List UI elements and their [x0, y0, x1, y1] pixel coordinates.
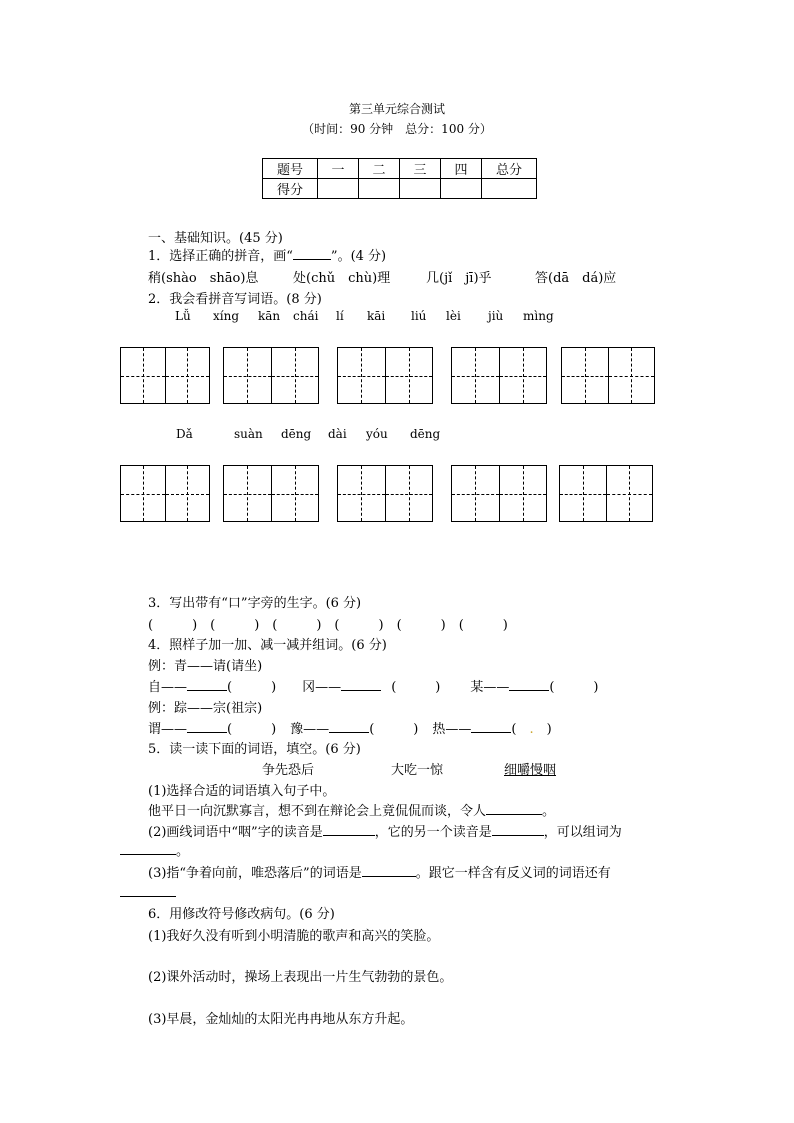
page-title: 第三单元综合测试 [348, 102, 445, 116]
q6-sentence: (2)课外活动时，操场上表现出一片生气勃勃的景色。 [148, 970, 453, 985]
score-input-cell[interactable] [400, 179, 441, 199]
grid-cell[interactable] [338, 348, 385, 403]
score-header-cell: 一 [318, 159, 359, 179]
q4-char: 谓—— [148, 722, 188, 737]
q4-blank[interactable] [341, 678, 381, 691]
score-header-cell: 二 [359, 159, 400, 179]
q4-blank[interactable] [187, 720, 227, 733]
q5-sub2-a: (2)画线词语中“咽”字的读音是 [148, 825, 323, 840]
pinyin: Dǎ [176, 427, 193, 441]
q4-example2: 例：踪——宗(祖宗) [148, 701, 263, 716]
pinyin: lèi [446, 309, 461, 323]
pinyin: kān [258, 309, 281, 323]
q4-paren[interactable]: ( ) [369, 722, 419, 737]
grid-cell[interactable] [499, 466, 547, 521]
q4-paren[interactable]: ( ) [391, 680, 441, 695]
grid-cell[interactable] [452, 466, 499, 521]
score-table [262, 158, 537, 199]
q2-prompt: 2．我会看拼音写词语。(8 分) [148, 292, 322, 307]
q6-prompt: 6．用修改符号修改病句。(6 分) [148, 907, 335, 922]
q4-example1: 例：青——请(请坐) [148, 659, 263, 674]
score-table-header-row [263, 159, 537, 179]
q4-row1 [148, 676, 599, 695]
q5-sub2 [148, 821, 622, 840]
score-header-cell: 题号 [263, 159, 318, 179]
q4-char: 冈—— [302, 680, 342, 695]
q1-option[interactable]: 几(jǐ jī)乎 [426, 271, 492, 286]
pinyin: dēng [410, 427, 441, 441]
dot-mark: . [529, 722, 534, 737]
pinyin: xíng [213, 309, 240, 323]
q1-option[interactable]: 处(chǔ chù)理 [293, 271, 391, 286]
score-input-cell[interactable] [482, 179, 537, 199]
writing-grid[interactable] [451, 465, 547, 522]
q5-sub1-sentence [148, 800, 555, 819]
writing-grid[interactable] [451, 347, 547, 404]
writing-grid[interactable] [223, 465, 319, 522]
score-input-cell[interactable] [318, 179, 359, 199]
q4-paren[interactable]: ( ) [549, 680, 599, 695]
grid-cell[interactable] [385, 466, 433, 521]
q6-sentence: (3)早晨，金灿灿的太阳光冉冉地从东方升起。 [148, 1012, 414, 1027]
q4-paren-end[interactable]: ) [533, 722, 552, 737]
grid-cell[interactable] [452, 348, 499, 403]
section-heading: 一、基础知识。(45 分) [148, 231, 283, 246]
writing-grid[interactable] [120, 347, 210, 404]
q5-sub2-b: ，它的另一个读音是 [374, 825, 492, 840]
q4-blank[interactable] [329, 720, 369, 733]
pinyin: suàn [234, 427, 263, 441]
q5-sub3-b: 。跟它一样含有反义词的词语还有 [415, 866, 611, 881]
q6-sentence: (1)我好久没有听到小明清脆的歌声和高兴的笑脸。 [148, 929, 440, 944]
grid-cell[interactable] [385, 348, 433, 403]
grid-cell[interactable] [499, 348, 547, 403]
q5-blank[interactable] [362, 864, 416, 877]
q4-blank[interactable] [509, 678, 549, 691]
pinyin: Lǚ [175, 309, 191, 323]
pinyin: mìng [523, 309, 554, 323]
q4-blank[interactable] [471, 720, 511, 733]
q4-paren[interactable]: ( [511, 722, 530, 737]
grid-cell[interactable] [606, 466, 653, 521]
q5-sub1-text: 他平日一向沉默寡言，想不到在辩论会上竟侃侃而谈，令人 [148, 804, 487, 819]
score-input-cell[interactable] [441, 179, 482, 199]
q5-sub3-a: (3)指“争着向前，唯恐落后”的词语是 [148, 866, 362, 881]
page-subtitle: （时间：90 分钟 总分：100 分） [302, 122, 492, 136]
writing-grid[interactable] [337, 465, 433, 522]
pinyin: dài [328, 427, 347, 441]
grid-cell[interactable] [338, 466, 385, 521]
q4-row2 [148, 718, 552, 737]
q5-sub2-end: 。 [176, 844, 190, 859]
q3-prompt: 3．写出带有“口”字旁的生字。(6 分) [148, 596, 362, 611]
q5-word: 大吃一惊 [391, 763, 444, 778]
writing-grid[interactable] [120, 465, 210, 522]
score-table-score-row [263, 179, 537, 199]
q1-option[interactable]: 答(dā dá)应 [535, 271, 617, 286]
writing-grid[interactable] [337, 347, 433, 404]
pinyin: kāi [367, 309, 386, 323]
q4-prompt: 4．照样子加一加、减一减并组词。(6 分) [148, 638, 387, 653]
score-label-cell: 得分 [263, 179, 318, 199]
grid-cell[interactable] [271, 348, 319, 403]
q5-blank[interactable] [120, 842, 176, 855]
q5-blank[interactable] [492, 823, 544, 836]
q1-blank[interactable] [293, 247, 331, 260]
pinyin: lí [336, 309, 344, 323]
q5-sub3 [148, 862, 611, 881]
writing-grid[interactable] [559, 465, 653, 522]
grid-cell[interactable] [608, 348, 655, 403]
q4-blank[interactable] [187, 678, 227, 691]
q1-prompt-tail: ”。(4 分) [330, 249, 387, 264]
pinyin: yóu [366, 427, 388, 441]
q5-prompt: 5．读一读下面的词语，填空。(6 分) [148, 742, 361, 757]
q5-blank[interactable] [323, 823, 375, 836]
q5-blank[interactable] [120, 884, 176, 897]
q1-prompt [148, 245, 386, 264]
q4-paren[interactable]: ( ) [227, 680, 277, 695]
score-header-cell: 总分 [482, 159, 537, 179]
writing-grid[interactable] [561, 347, 655, 404]
score-header-cell: 三 [400, 159, 441, 179]
q4-char: 豫—— [290, 722, 330, 737]
q5-word: 争先恐后 [262, 763, 315, 778]
grid-cell[interactable] [271, 466, 319, 521]
q5-sub1-prompt: (1)选择合适的词语填入句子中。 [148, 784, 336, 799]
grid-cell[interactable] [224, 348, 271, 403]
q5-sub2-cont [120, 840, 189, 859]
grid-cell[interactable] [224, 466, 271, 521]
score-header-cell: 四 [441, 159, 482, 179]
q4-char: 自—— [148, 680, 188, 695]
score-input-cell[interactable] [359, 179, 400, 199]
grid-cell[interactable] [560, 466, 606, 521]
q3-answer-line[interactable]: ( ) ( ) ( ) ( ) ( ) ( ) [148, 618, 508, 633]
q4-char: 某—— [470, 680, 510, 695]
grid-cell[interactable] [562, 348, 608, 403]
q1-prompt-text: 1．选择正确的拼音，画“ [148, 249, 293, 264]
pinyin: jiù [488, 309, 504, 323]
grid-cell[interactable] [121, 348, 165, 403]
q4-char: 热—— [432, 722, 472, 737]
q5-sub2-c: ，可以组词为 [543, 825, 622, 840]
pinyin: chái [293, 309, 319, 323]
pinyin: dēng [281, 427, 312, 441]
q5-blank[interactable] [486, 802, 542, 815]
q1-option[interactable]: 稍(shào shāo)息 [148, 271, 259, 286]
pinyin: liú [411, 309, 427, 323]
q4-paren[interactable]: ( ) [227, 722, 277, 737]
q5-word-underlined: 细嚼慢咽 [504, 763, 557, 778]
writing-grid[interactable] [223, 347, 319, 404]
q5-sub1-end: 。 [542, 804, 556, 819]
grid-cell[interactable] [121, 466, 165, 521]
grid-cell[interactable] [165, 466, 210, 521]
grid-cell[interactable] [165, 348, 210, 403]
